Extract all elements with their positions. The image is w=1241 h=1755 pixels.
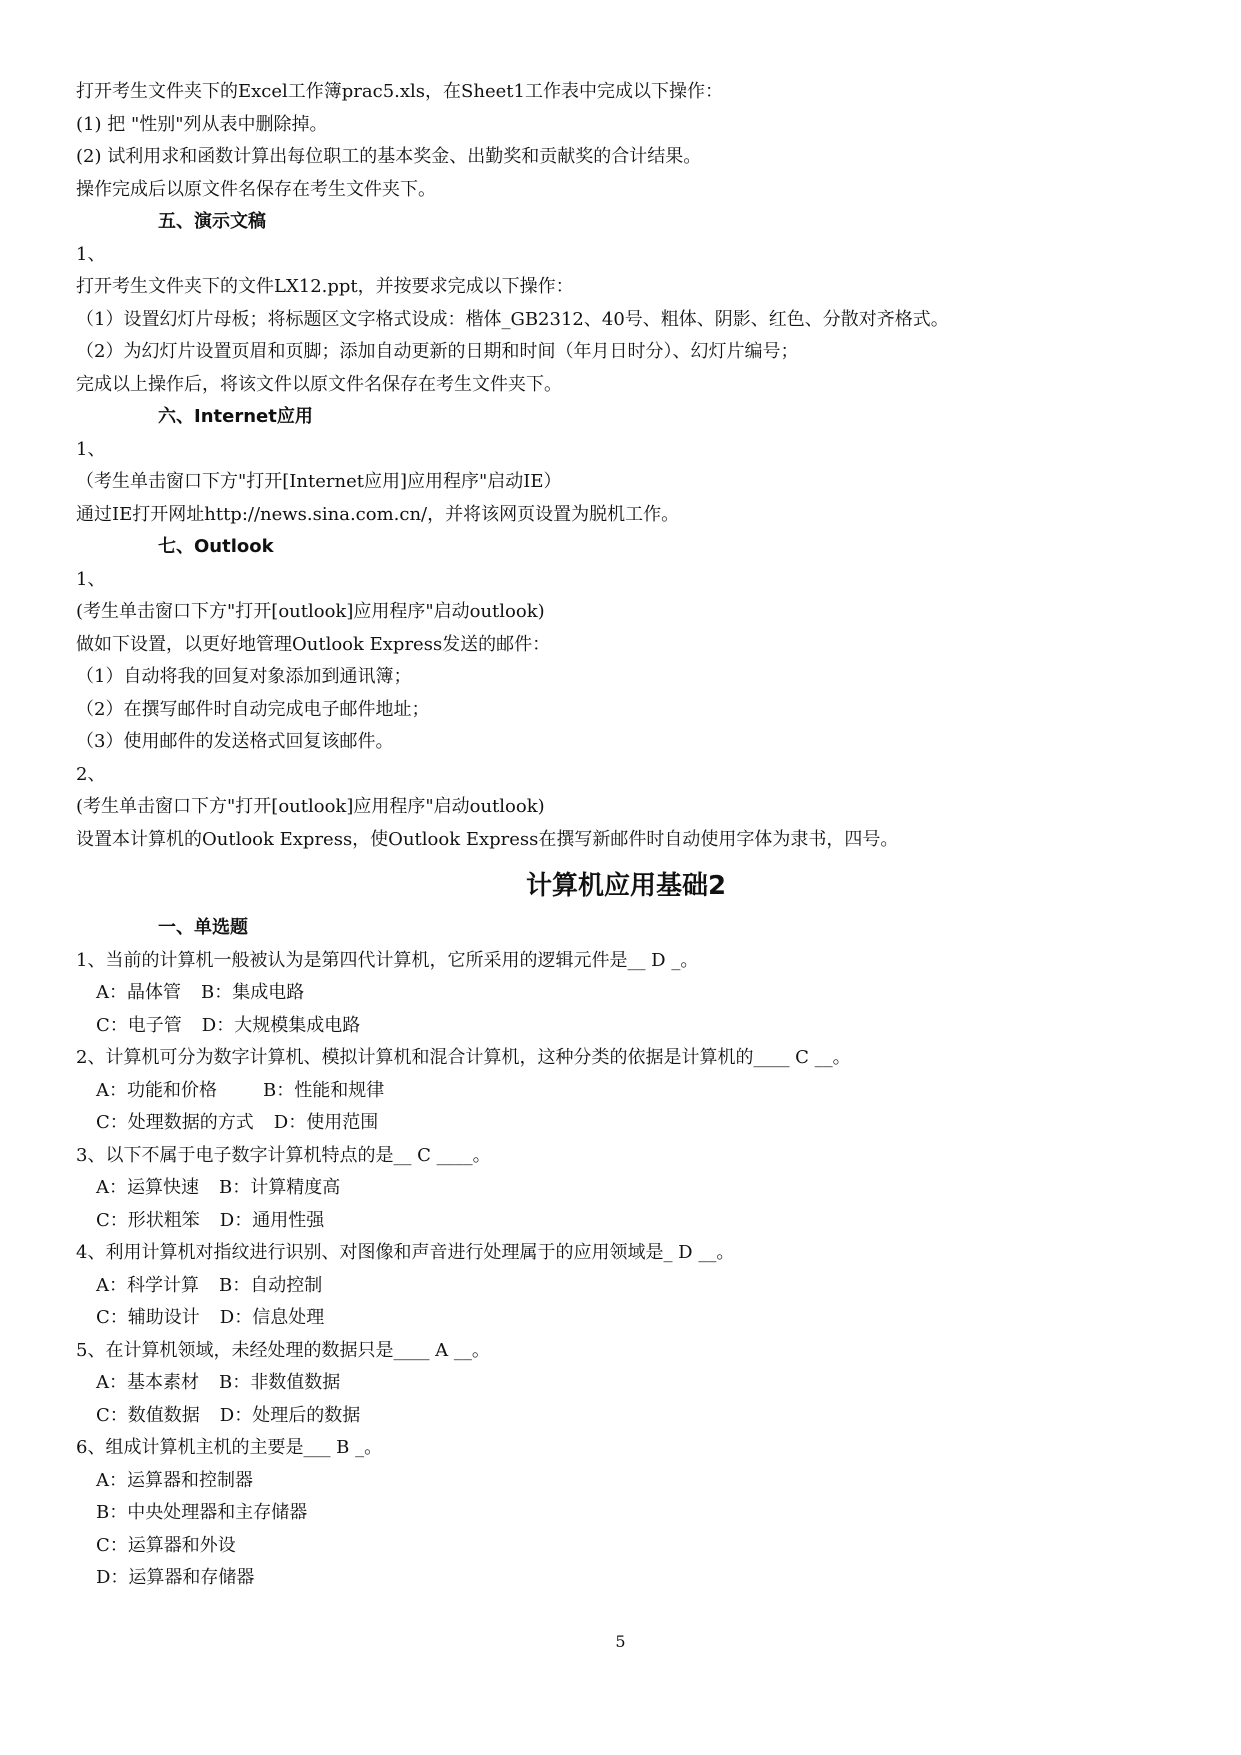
options-row xyxy=(76,1205,1176,1238)
question-3: 3、以下不属于电子数字计算机特点的是__ C ____。 xyxy=(76,1144,491,1166)
internet-hint: （考生单击窗口下方"打开[Internet应用]应用程序"启动IE） xyxy=(76,471,562,492)
page-number: 5 xyxy=(615,1632,626,1651)
ppt-step-2: （2）为幻灯片设置页眉和页脚；添加自动更新的日期和时间（年月日时分）、幻灯片编号； xyxy=(76,341,799,362)
option-b: B：非数值数据 xyxy=(219,1372,341,1393)
option-c: C：电子管 xyxy=(96,1014,182,1036)
ppt-question-number: 1、 xyxy=(76,243,106,265)
outlook-q1-step-3: （3）使用邮件的发送格式回复该邮件。 xyxy=(76,731,394,752)
outlook-q2-number: 2、 xyxy=(76,763,106,785)
option-a: A：晶体管 xyxy=(96,982,181,1003)
document-page xyxy=(76,76,1176,1595)
option-b: B：计算精度高 xyxy=(219,1177,341,1198)
option-a: A：基本素材 xyxy=(96,1372,199,1393)
outlook-q1-step-2: （2）在撰写邮件时自动完成电子邮件地址； xyxy=(76,698,430,720)
option-d: D：信息处理 xyxy=(219,1307,325,1328)
option-a: A：科学计算 xyxy=(96,1274,199,1296)
option-a: A：运算快速 xyxy=(96,1177,199,1198)
internet-question-number: 1、 xyxy=(76,438,106,460)
question-5: 5、在计算机领域，未经处理的数据只是____ A __。 xyxy=(76,1339,490,1361)
options-row xyxy=(76,1400,1176,1433)
option-a: A：功能和价格 xyxy=(96,1079,217,1101)
internet-task: 通过IE打开网址http://news.sina.com.cn/，并将该网页设置为脱机工作。 xyxy=(76,503,680,525)
excel-step-2: (2) 试利用求和函数计算出每位职工的基本奖金、出勤奖和贡献奖的合计结果。 xyxy=(76,146,702,167)
question-4: 4、利用计算机对指纹进行识别、对图像和声音进行处理属于的应用领域是_ D __。 xyxy=(76,1242,735,1263)
options-row xyxy=(76,1302,1176,1335)
outlook-q2-task: 设置本计算机的Outlook Express，使Outlook Express在撰写新邮件时自动使用字体为隶书，四号。 xyxy=(76,828,899,850)
option-b: B：自动控制 xyxy=(219,1274,323,1296)
question-6: 6、组成计算机主机的主要是___ B _。 xyxy=(76,1437,383,1458)
option-b: B：集成电路 xyxy=(201,982,305,1003)
option-d: D：使用范围 xyxy=(273,1112,379,1133)
option-b: B：中央处理器和主存储器 xyxy=(96,1502,308,1523)
options-row xyxy=(76,1270,1176,1303)
ppt-intro: 打开考生文件夹下的文件LX12.ppt，并按要求完成以下操作： xyxy=(76,276,574,297)
option-a: A：运算器和控制器 xyxy=(96,1469,253,1491)
option-d: D：通用性强 xyxy=(219,1209,325,1231)
option-d: D：运算器和存储器 xyxy=(96,1567,255,1588)
question-1: 1、当前的计算机一般被认为是第四代计算机，它所采用的逻辑元件是__ D _。 xyxy=(76,949,699,971)
option-d: D：处理后的数据 xyxy=(219,1404,361,1426)
options-row xyxy=(76,1010,1176,1043)
options-row xyxy=(76,1367,1176,1400)
question-2: 2、计算机可分为数字计算机、模拟计算机和混合计算机，这种分类的依据是计算机的____ C __。 xyxy=(76,1047,851,1068)
part-title: 计算机应用基础2 xyxy=(525,871,727,901)
ppt-step-1: （1）设置幻灯片母板；将标题区文字格式设成：楷体_GB2312、40号、粗体、阴影、红色、分散对齐格式。 xyxy=(76,308,949,330)
section-heading-ppt: 五、演示文稿 xyxy=(158,211,266,232)
option-b: B：性能和规律 xyxy=(263,1079,385,1101)
options-row xyxy=(76,977,1176,1010)
option-c: C：运算器和外设 xyxy=(96,1534,236,1556)
options-row xyxy=(76,1172,1176,1205)
ppt-finish: 完成以上操作后，将该文件以原文件名保存在考生文件夹下。 xyxy=(76,373,562,395)
outlook-q1-intro: 做如下设置，以更好地管理Outlook Express发送的邮件： xyxy=(76,633,551,655)
option-c: C：辅助设计 xyxy=(96,1307,200,1328)
excel-intro: 打开考生文件夹下的Excel工作簿prac5.xls，在Sheet1工作表中完成以下操作： xyxy=(76,81,723,102)
excel-step-1: (1) 把 "性别"列从表中删除掉。 xyxy=(76,113,328,135)
section-heading-single-choice: 一、单选题 xyxy=(158,917,248,938)
option-c: C：数值数据 xyxy=(96,1404,200,1426)
option-d: D：大规模集成电路 xyxy=(201,1014,361,1036)
option-c: C：处理数据的方式 xyxy=(96,1112,254,1133)
excel-finish: 操作完成后以原文件名保存在考生文件夹下。 xyxy=(76,178,436,200)
options-row xyxy=(76,1107,1176,1140)
option-c: C：形状粗笨 xyxy=(96,1209,200,1231)
section-heading-internet: 六、Internet应用 xyxy=(158,406,313,427)
outlook-q1-number: 1、 xyxy=(76,568,106,590)
outlook-q2-hint: (考生单击窗口下方"打开[outlook]应用程序"启动outlook) xyxy=(76,796,545,817)
outlook-q1-hint: (考生单击窗口下方"打开[outlook]应用程序"启动outlook) xyxy=(76,601,545,622)
section-heading-outlook: 七、Outlook xyxy=(158,536,274,557)
options-row xyxy=(76,1075,1176,1108)
outlook-q1-step-1: （1）自动将我的回复对象添加到通讯簿； xyxy=(76,666,412,687)
